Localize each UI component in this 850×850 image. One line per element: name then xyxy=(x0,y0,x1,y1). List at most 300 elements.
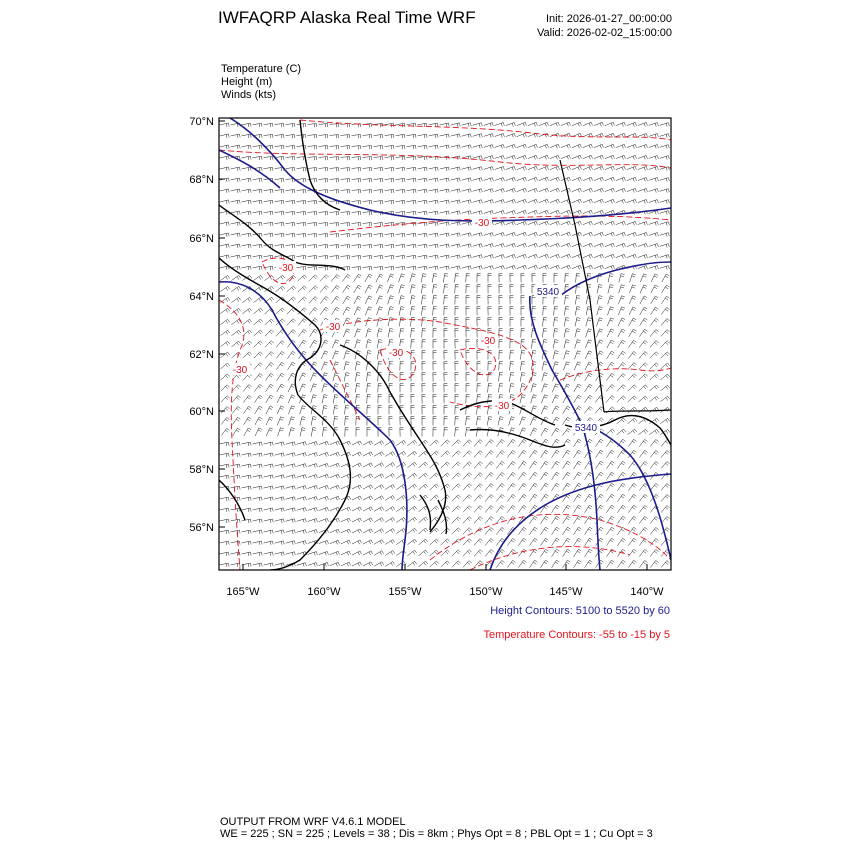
wind-barb xyxy=(407,495,416,500)
wind-barb xyxy=(521,284,525,293)
wind-barb xyxy=(574,395,582,403)
wind-barb xyxy=(231,189,241,193)
wind-barb xyxy=(528,265,538,269)
lon-label: 155°W xyxy=(388,586,422,598)
wind-barb xyxy=(660,123,670,127)
wind-barb xyxy=(627,144,637,148)
wind-barb xyxy=(627,199,637,203)
wind-barb xyxy=(510,306,514,315)
wind-barb xyxy=(363,167,372,171)
wind-barb xyxy=(605,177,615,181)
wind-barb xyxy=(365,307,372,315)
wind-barb xyxy=(308,486,318,490)
wind-barb xyxy=(638,232,648,236)
wind-barb xyxy=(275,200,284,204)
wind-barb xyxy=(640,296,647,304)
wind-barb xyxy=(421,274,426,283)
temperature-contour-label xyxy=(386,346,406,359)
wind-barb xyxy=(300,417,306,426)
wind-barb xyxy=(561,177,571,181)
wind-barb xyxy=(542,340,547,349)
wind-barb xyxy=(499,273,503,282)
wind-barb xyxy=(495,145,505,149)
wind-barb xyxy=(539,166,549,170)
wind-barb xyxy=(275,519,285,523)
wind-barb xyxy=(231,297,240,302)
wind-barb xyxy=(640,274,647,282)
wind-barb xyxy=(232,417,240,424)
wind-barb xyxy=(649,156,659,160)
wind-barb xyxy=(661,352,670,358)
wind-barb xyxy=(649,266,659,270)
temperature-contour-label xyxy=(478,334,498,347)
wind-barb xyxy=(385,551,394,556)
wind-barb xyxy=(254,341,263,347)
wind-barb xyxy=(617,351,625,358)
wind-barb xyxy=(496,439,504,446)
wind-barb xyxy=(596,340,603,348)
wind-barb xyxy=(585,373,592,381)
wind-barb xyxy=(650,483,658,490)
wind-barb xyxy=(356,395,360,404)
wind-barb xyxy=(462,123,472,127)
wind-barb xyxy=(407,561,416,566)
wind-barb xyxy=(496,472,504,479)
wind-barb xyxy=(432,274,437,283)
wind-barb xyxy=(574,516,582,524)
wind-barb xyxy=(411,416,415,425)
wind-barb xyxy=(399,329,404,338)
plot-title: IWFAQRP Alaska Real Time WRF xyxy=(218,8,476,27)
wind-barb xyxy=(411,329,415,338)
wind-barb xyxy=(352,201,361,205)
wind-barb xyxy=(518,505,526,512)
wind-barb xyxy=(496,505,504,512)
wind-barb xyxy=(407,473,416,478)
wind-barb xyxy=(400,383,404,392)
wind-barb xyxy=(495,222,505,226)
wind-barb xyxy=(418,233,427,237)
wind-barb xyxy=(407,156,416,160)
wind-barb xyxy=(441,462,450,468)
wind-barb xyxy=(627,155,637,159)
wind-barb xyxy=(231,244,241,248)
wind-barb xyxy=(554,307,558,316)
wind-barb xyxy=(506,199,516,203)
wind-barb xyxy=(297,244,306,248)
wind-barb xyxy=(541,538,549,545)
wind-barb xyxy=(385,507,394,512)
wind-barb xyxy=(264,275,273,280)
wind-barb xyxy=(319,135,328,139)
wind-barb xyxy=(499,295,503,304)
wind-barb xyxy=(253,530,263,534)
wind-barb xyxy=(510,329,514,338)
wind-barb xyxy=(311,417,316,426)
wind-barb xyxy=(499,351,503,360)
wind-barb xyxy=(583,188,593,192)
wind-barb xyxy=(286,167,295,171)
wind-barb xyxy=(507,472,515,479)
lat-label: 66°N xyxy=(189,233,214,245)
wind-barb xyxy=(639,439,647,446)
wind-barb xyxy=(396,156,405,160)
wind-barb xyxy=(265,352,274,359)
wind-barb xyxy=(396,189,405,193)
wind-barb xyxy=(419,517,428,523)
wind-barb xyxy=(286,541,296,545)
wind-barb xyxy=(638,199,648,203)
wind-barb xyxy=(429,255,439,259)
wind-barb xyxy=(286,508,296,512)
wind-barb xyxy=(650,439,658,446)
wind-barb xyxy=(506,243,516,247)
wind-barb xyxy=(651,274,658,282)
wind-barb xyxy=(543,307,547,316)
wind-barb xyxy=(253,211,262,215)
wind-barb xyxy=(308,256,317,260)
wind-barb xyxy=(400,427,404,436)
wind-barb xyxy=(628,549,636,556)
wind-barb xyxy=(575,296,580,305)
wind-barb xyxy=(441,550,450,556)
wind-barb xyxy=(617,374,625,381)
wind-barb xyxy=(319,441,329,445)
wind-barb xyxy=(660,222,670,226)
wind-barb xyxy=(308,245,317,249)
wind-barb xyxy=(253,552,263,556)
wind-barb xyxy=(575,307,580,316)
wind-barb xyxy=(343,318,350,326)
wind-barb xyxy=(528,188,538,192)
wind-barb xyxy=(550,243,560,247)
wind-barb xyxy=(441,451,450,457)
wind-barb xyxy=(627,166,637,170)
wind-barb xyxy=(463,528,472,535)
wind-barb xyxy=(553,329,558,338)
wind-barb xyxy=(550,155,560,159)
wind-barb xyxy=(231,530,241,534)
wind-barb xyxy=(275,233,284,237)
wind-barb xyxy=(385,485,394,490)
wind-barb xyxy=(220,464,230,468)
wind-barb xyxy=(385,233,394,237)
wind-barb xyxy=(484,244,494,248)
wind-barb xyxy=(407,134,416,138)
wind-barb xyxy=(341,256,350,260)
wind-barb xyxy=(529,450,537,457)
wind-barb xyxy=(374,562,384,567)
wind-barb xyxy=(455,307,459,316)
wind-barb xyxy=(616,221,626,225)
wind-barb xyxy=(320,286,328,293)
wind-barb xyxy=(254,330,263,336)
wind-barb xyxy=(444,328,448,337)
wind-barb xyxy=(352,190,361,194)
wind-barb xyxy=(385,189,394,193)
wind-barb xyxy=(242,530,252,534)
wind-barb xyxy=(627,429,636,435)
wind-barb xyxy=(564,318,569,327)
wind-barb xyxy=(221,417,229,424)
wind-barb xyxy=(440,233,450,237)
wind-barb xyxy=(330,212,339,216)
wind-barb xyxy=(649,429,658,434)
wind-barb xyxy=(231,134,241,138)
wind-barb xyxy=(253,266,262,270)
wind-barb xyxy=(253,508,263,512)
wind-barb xyxy=(451,233,461,237)
wind-barb xyxy=(310,329,318,337)
wind-barb xyxy=(528,199,538,203)
wind-barb xyxy=(541,428,548,436)
wind-barb xyxy=(639,538,647,545)
wind-barb xyxy=(495,255,505,259)
wind-barb xyxy=(231,145,241,149)
wind-barb xyxy=(583,166,593,170)
wind-barb xyxy=(242,497,252,501)
wind-barb xyxy=(451,211,461,215)
wind-barb xyxy=(341,234,350,238)
wind-barb xyxy=(452,550,461,556)
wind-barb xyxy=(242,134,252,138)
wind-barb xyxy=(651,285,658,293)
wind-barb xyxy=(586,318,592,327)
wind-barb xyxy=(607,318,614,326)
wind-barb xyxy=(596,538,604,546)
wind-barb xyxy=(606,538,614,545)
wind-barb xyxy=(638,177,648,181)
wind-barb xyxy=(422,361,426,370)
wind-barb xyxy=(363,452,373,456)
wind-barb xyxy=(606,461,614,468)
wind-barb xyxy=(330,551,340,555)
wind-barb xyxy=(407,244,416,248)
wind-barb xyxy=(628,516,636,523)
wind-barb xyxy=(385,200,394,204)
wind-barb xyxy=(363,463,373,467)
wind-barb xyxy=(366,373,371,382)
wind-barb xyxy=(528,144,538,148)
wind-barb xyxy=(385,518,394,523)
wind-barb xyxy=(510,340,514,349)
wind-barb xyxy=(660,145,670,149)
wind-barb xyxy=(639,549,647,556)
wind-barb xyxy=(389,405,393,414)
wind-barb xyxy=(422,383,426,392)
wind-barb xyxy=(275,475,285,479)
wind-barb xyxy=(572,155,582,159)
wind-barb xyxy=(539,210,549,214)
wind-barb xyxy=(561,188,571,192)
wind-barb xyxy=(275,563,285,567)
wind-barb xyxy=(422,416,426,425)
wind-barb xyxy=(649,244,659,248)
wind-barb xyxy=(297,508,307,512)
wind-barb xyxy=(231,200,241,204)
wind-barb xyxy=(253,519,263,523)
wind-barb xyxy=(561,243,571,247)
wind-barb xyxy=(444,406,448,415)
wind-barb xyxy=(616,144,626,148)
wind-barb xyxy=(649,178,659,182)
wind-barb xyxy=(495,211,505,215)
wind-barb xyxy=(418,145,427,149)
wind-barb xyxy=(552,450,560,458)
wind-barb xyxy=(462,211,472,215)
wind-barb xyxy=(385,244,394,248)
wind-barb xyxy=(521,351,525,360)
wind-barb xyxy=(596,472,604,480)
wind-barb xyxy=(275,464,285,468)
wind-barb xyxy=(352,146,361,150)
wind-barb xyxy=(297,530,307,534)
wind-barb xyxy=(606,429,615,435)
wind-barb xyxy=(541,494,549,501)
wind-barb xyxy=(410,307,415,316)
wind-barb xyxy=(541,527,549,534)
wind-barb xyxy=(488,295,492,304)
wind-barb xyxy=(286,530,296,534)
wind-barb xyxy=(473,255,483,259)
wind-barb xyxy=(399,285,405,294)
wind-barb xyxy=(396,134,405,138)
wind-barb xyxy=(638,144,648,148)
wind-barb xyxy=(661,374,670,380)
wind-barb xyxy=(628,505,636,512)
wind-barb xyxy=(419,462,428,468)
wind-barb xyxy=(407,517,416,522)
wind-barb xyxy=(517,177,527,181)
wind-barb xyxy=(506,133,516,137)
wind-barb xyxy=(617,483,625,490)
wind-barb xyxy=(518,439,526,446)
wind-barb xyxy=(552,406,559,414)
wind-barb xyxy=(518,483,526,490)
wind-barb xyxy=(507,450,515,457)
wind-barb xyxy=(341,474,351,478)
wind-barb xyxy=(585,494,593,502)
wind-barb xyxy=(444,296,448,305)
wind-barb xyxy=(319,267,328,271)
wind-barb xyxy=(341,562,351,566)
wind-barb xyxy=(583,210,593,214)
wind-barb xyxy=(649,145,659,149)
wind-barb xyxy=(242,178,252,182)
wind-barb xyxy=(418,244,427,248)
wind-barb xyxy=(552,527,560,535)
wind-barb xyxy=(563,516,571,524)
wind-barb xyxy=(433,307,437,316)
wind-barb xyxy=(421,285,426,294)
wind-barb xyxy=(389,416,393,425)
wind-barbs-layer xyxy=(220,122,670,568)
wind-barb xyxy=(264,442,274,446)
wind-barb xyxy=(311,395,317,404)
wind-barb xyxy=(596,461,604,469)
wind-barb xyxy=(377,329,382,338)
wind-barb xyxy=(352,168,361,172)
wind-barb xyxy=(255,395,263,402)
wind-barb xyxy=(444,361,448,370)
wind-barb xyxy=(661,506,669,513)
wind-barb xyxy=(341,551,351,555)
coastlines xyxy=(219,120,671,570)
wind-barb xyxy=(531,395,537,404)
wind-barb xyxy=(542,329,546,338)
wind-barb xyxy=(561,232,571,236)
wind-barb xyxy=(231,286,240,291)
wind-barb xyxy=(463,473,472,480)
wind-barb xyxy=(264,200,273,204)
wind-barb xyxy=(377,307,383,316)
wind-barb xyxy=(253,297,262,302)
wind-barb xyxy=(253,255,262,259)
wind-barb xyxy=(410,274,416,283)
wind-barb xyxy=(444,339,448,348)
wind-barb xyxy=(355,384,360,393)
wind-barb xyxy=(276,308,285,314)
wind-barb xyxy=(528,177,538,181)
wind-barb xyxy=(242,508,252,512)
wind-barb xyxy=(563,505,571,513)
wind-barb xyxy=(639,560,647,567)
wind-barb xyxy=(562,428,570,435)
wind-barb xyxy=(254,384,262,391)
wind-barb xyxy=(485,506,493,513)
wind-barb xyxy=(255,428,262,436)
wind-barb xyxy=(440,222,450,226)
wind-barb xyxy=(517,188,527,192)
wind-barb xyxy=(552,428,560,436)
wind-barb xyxy=(309,307,317,314)
wind-barb xyxy=(275,508,285,512)
wind-barb xyxy=(422,307,426,316)
wind-barb xyxy=(507,516,515,523)
wind-barb xyxy=(485,539,493,546)
wind-barb xyxy=(366,318,372,327)
wind-barb xyxy=(321,362,328,370)
wind-barb xyxy=(539,265,549,269)
wind-barb xyxy=(430,506,439,512)
wind-barb xyxy=(330,157,339,161)
wind-barb xyxy=(488,306,492,315)
wind-barb xyxy=(440,123,450,127)
wind-barb xyxy=(286,453,296,457)
wind-barb xyxy=(265,373,273,380)
wind-barb xyxy=(286,134,295,138)
wind-barb xyxy=(286,189,295,193)
wind-barb xyxy=(650,318,658,325)
wind-barb xyxy=(319,256,328,260)
wind-barb xyxy=(355,373,360,382)
wind-barb xyxy=(308,464,318,468)
wind-barb xyxy=(628,396,637,402)
wind-barb xyxy=(275,123,284,127)
wind-barb xyxy=(495,156,505,160)
wind-barb xyxy=(605,210,615,214)
wind-barb xyxy=(297,519,307,523)
wind-barb xyxy=(583,243,593,247)
wind-barb xyxy=(462,134,472,138)
wind-barb xyxy=(517,221,527,225)
wind-barb xyxy=(629,285,635,293)
wind-barb xyxy=(487,428,492,437)
wind-barb xyxy=(531,351,536,360)
wind-barb xyxy=(419,550,428,556)
wind-barb xyxy=(565,274,569,283)
wind-barb xyxy=(433,296,437,305)
